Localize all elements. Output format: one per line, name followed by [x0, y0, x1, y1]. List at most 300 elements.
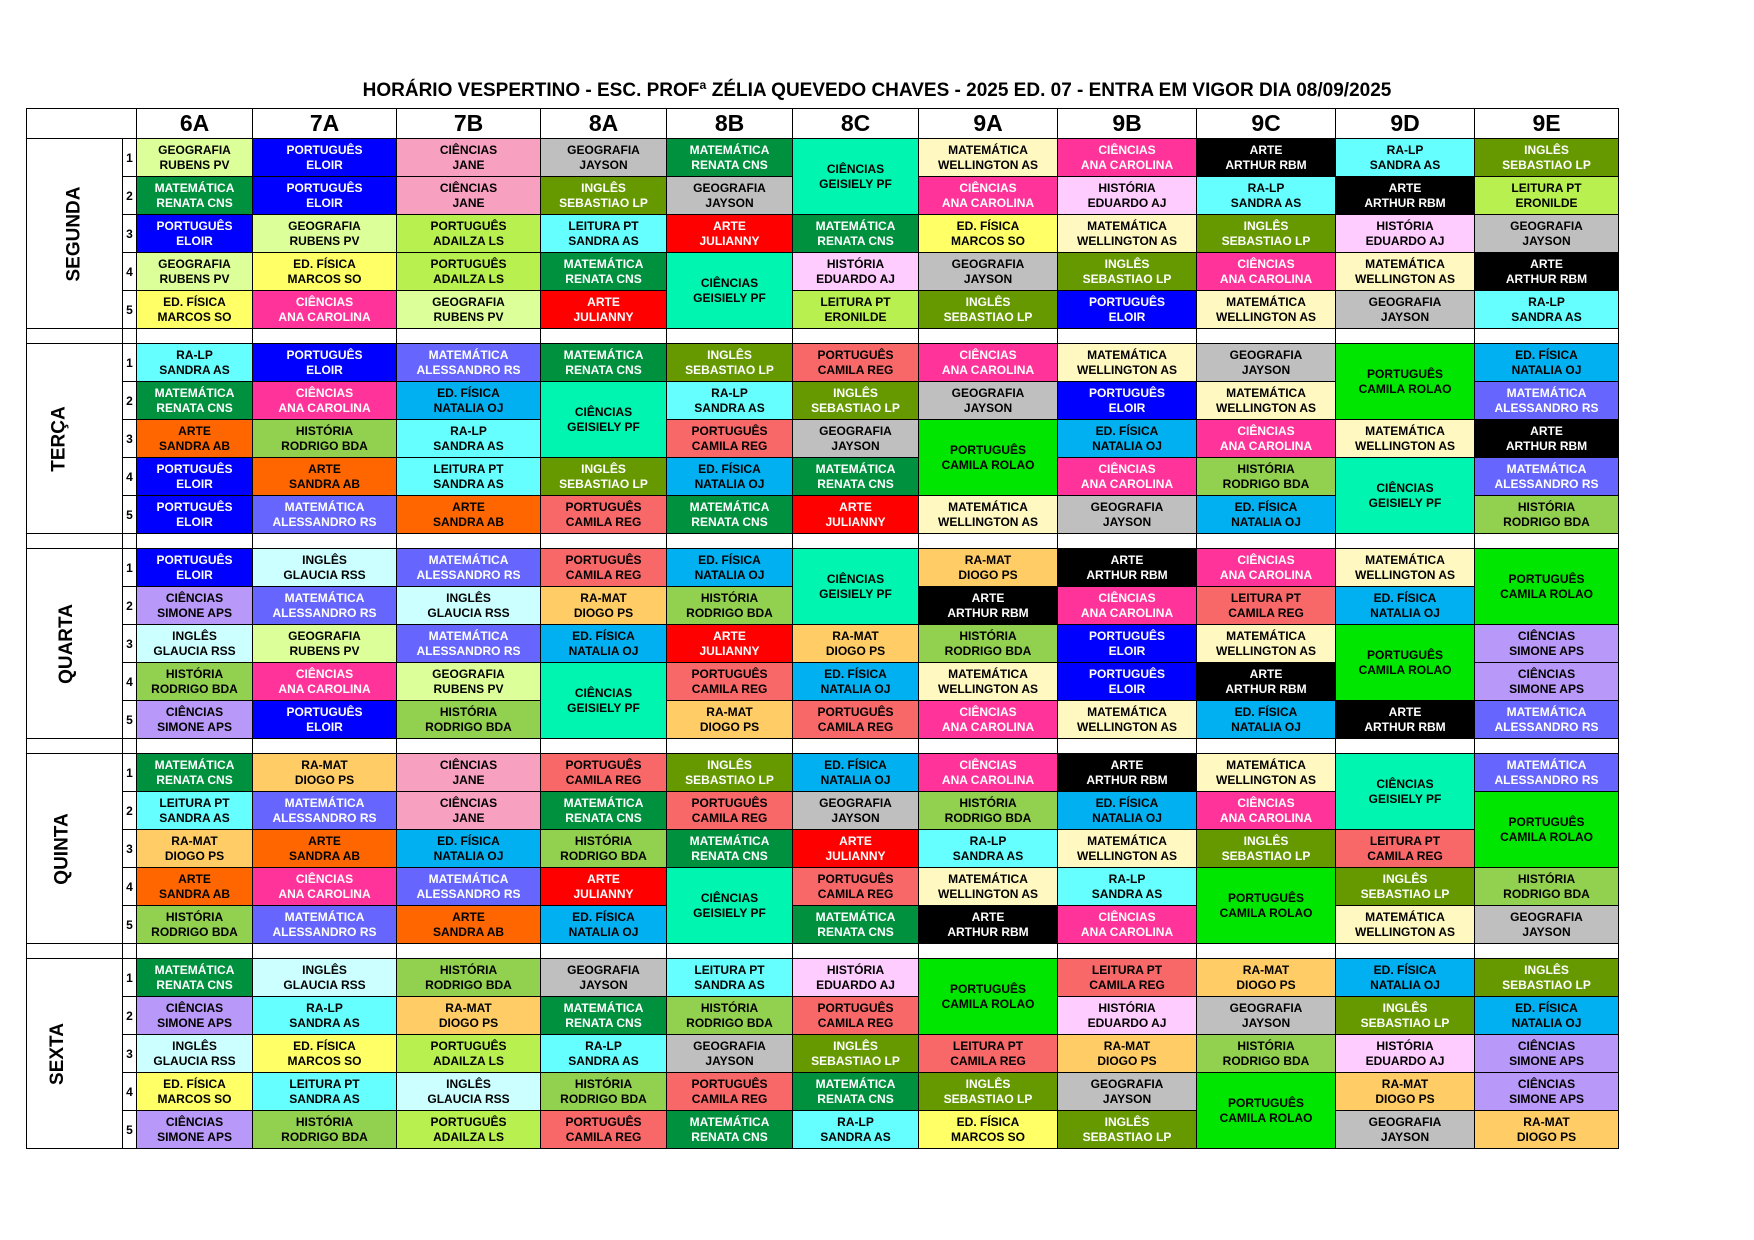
subject-name: PORTUGUÊS	[817, 347, 894, 362]
subject-name: RA-LP	[1247, 180, 1285, 195]
period-number: 2	[123, 382, 137, 420]
teacher-name: JANE	[452, 195, 485, 210]
subject-name: RA-MAT	[1523, 1114, 1570, 1129]
teacher-name: RENATA CNS	[565, 362, 642, 377]
teacher-name: GEISIELY PF	[819, 176, 892, 191]
teacher-name: JULIANNY	[825, 848, 886, 863]
subject-name: ED. FÍSICA	[956, 218, 1020, 233]
lesson-cell-7b	[397, 139, 541, 177]
subject-name: PORTUGUÊS	[1228, 890, 1305, 905]
lesson-cell-7b	[397, 344, 541, 382]
lesson-cell-7a	[253, 420, 397, 458]
lesson-cell-9c	[1197, 754, 1336, 792]
subject-name: HISTÓRIA	[1376, 1038, 1434, 1053]
lesson-cell-7a	[253, 663, 397, 701]
teacher-name: RENATA CNS	[156, 772, 233, 787]
subject-name: GEOGRAFIA	[1510, 218, 1583, 233]
teacher-name: JANE	[452, 772, 485, 787]
subject-name: HISTÓRIA	[574, 833, 633, 848]
lesson-cell-8c	[793, 253, 919, 291]
lesson-cell-9d	[1336, 215, 1475, 253]
period-number: 3	[123, 420, 137, 458]
subject-name: GEOGRAFIA	[158, 142, 231, 157]
subject-name: PORTUGUÊS	[950, 442, 1027, 457]
class-header-7A: 7A	[253, 109, 397, 139]
teacher-name: RENATA CNS	[565, 271, 642, 286]
lesson-cell-8a	[541, 1035, 667, 1073]
teacher-name: SANDRA AS	[1091, 886, 1163, 901]
teacher-name: CAMILA ROLAO	[1219, 905, 1313, 920]
lesson-cell-9b	[1058, 663, 1197, 701]
subject-name: GEOGRAFIA	[951, 385, 1025, 400]
subject-name: CIÊNCIAS	[574, 685, 633, 700]
subject-name: HISTÓRIA	[1098, 1000, 1156, 1015]
teacher-name: JAYSON	[579, 157, 628, 172]
teacher-name: ANA CAROLINA	[1219, 567, 1313, 582]
period-number: 2	[123, 997, 137, 1035]
separator-cell	[919, 534, 1058, 549]
subject-name: MATEMÁTICA	[1506, 704, 1587, 719]
lesson-cell-9e	[1475, 177, 1619, 215]
lesson-cell-8a	[541, 792, 667, 830]
period-row	[27, 701, 1619, 739]
lesson-cell-9e	[1475, 1111, 1619, 1149]
lesson-cell-7b	[397, 1111, 541, 1149]
teacher-name: DIOGO PS	[164, 848, 225, 863]
subject-name: PORTUGUÊS	[565, 552, 642, 567]
lesson-cell-9b	[1058, 177, 1197, 215]
teacher-name: CAMILA REG	[1228, 605, 1304, 620]
subject-name: INGLÊS	[1243, 218, 1289, 233]
separator-cell	[123, 739, 137, 754]
subject-name: INGLÊS	[581, 180, 626, 195]
lesson-cell-7b	[397, 701, 541, 739]
lesson-cell-9a	[919, 549, 1058, 587]
lesson-cell-9e	[1475, 906, 1619, 944]
lesson-cell-8c	[793, 997, 919, 1035]
subject-name: PORTUGUÊS	[156, 218, 233, 233]
subject-name: MATEMÁTICA	[284, 795, 365, 810]
lesson-cell-9c	[1197, 458, 1336, 496]
subject-name: GEOGRAFIA	[693, 180, 766, 195]
teacher-name: ELOIR	[306, 157, 343, 172]
lesson-cell-9b	[1058, 382, 1197, 420]
lesson-cell-9a	[919, 496, 1058, 534]
teacher-name: EDUARDO AJ	[1365, 233, 1445, 248]
lesson-cell-8b	[667, 549, 793, 587]
lesson-cell-8a	[541, 868, 667, 906]
subject-name: GEOGRAFIA	[1368, 1114, 1442, 1129]
lesson-cell-8b	[667, 344, 793, 382]
teacher-name: ADAILZA LS	[433, 271, 504, 286]
header-corner	[27, 109, 137, 139]
period-number: 1	[123, 344, 137, 382]
teacher-name: ELOIR	[1108, 400, 1146, 415]
subject-name: PORTUGUÊS	[430, 256, 507, 271]
lesson-cell-9b	[1058, 420, 1197, 458]
teacher-name: RENATA CNS	[565, 810, 642, 825]
subject-name: GEOGRAFIA	[567, 962, 640, 977]
teacher-name: ANA CAROLINA	[941, 772, 1035, 787]
subject-name: CIÊNCIAS	[700, 890, 759, 905]
lesson-cell-9e	[1475, 663, 1619, 701]
subject-name: RA-MAT	[832, 628, 879, 643]
teacher-name: CAMILA REG	[565, 1129, 642, 1144]
teacher-name: NATALIA OJ	[820, 681, 891, 696]
period-row	[27, 344, 1619, 382]
lesson-cell-8c	[793, 906, 919, 944]
subject-name: PORTUGUÊS	[691, 795, 768, 810]
period-number: 4	[123, 663, 137, 701]
lesson-cell-8a	[541, 549, 667, 587]
separator-cell	[253, 944, 397, 959]
teacher-name: ELOIR	[176, 233, 213, 248]
teacher-name: JAYSON	[1522, 924, 1571, 939]
lesson-cell-9a	[919, 344, 1058, 382]
lesson-cell-9e	[1475, 1073, 1619, 1111]
lesson-cell-8c	[793, 420, 919, 458]
subject-name: CIÊNCIAS	[1098, 142, 1156, 157]
teacher-name: SANDRA AS	[433, 438, 504, 453]
subject-name: ED. FÍSICA	[698, 461, 761, 476]
teacher-name: NATALIA OJ	[433, 848, 504, 863]
subject-name: ARTE	[1530, 256, 1563, 271]
teacher-name: DIOGO PS	[438, 1015, 499, 1030]
teacher-name: WELLINGTON AS	[1216, 643, 1317, 658]
subject-name: CIÊNCIAS	[1237, 552, 1295, 567]
lesson-cell-8b	[667, 1073, 793, 1111]
subject-name: PORTUGUÊS	[691, 423, 768, 438]
teacher-name: CAMILA REG	[691, 1091, 768, 1106]
teacher-name: SEBASTIAO LP	[559, 476, 648, 491]
subject-name: GEOGRAFIA	[288, 628, 361, 643]
subject-name: PORTUGUÊS	[286, 180, 363, 195]
subject-name: ARTE	[1388, 180, 1422, 195]
period-number: 1	[123, 754, 137, 792]
lesson-cell-9d	[1336, 139, 1475, 177]
teacher-name: RODRIGO BDA	[425, 719, 512, 734]
subject-name: MATEMÁTICA	[1365, 256, 1445, 271]
subject-name: ARTE	[587, 871, 620, 886]
subject-name: GEOGRAFIA	[819, 423, 892, 438]
subject-name: RA-LP	[176, 347, 213, 362]
day-label-text: QUARTA	[55, 603, 77, 684]
teacher-name: ALESSANDRO RS	[272, 514, 377, 529]
lesson-cell-6a	[137, 625, 253, 663]
subject-name: INGLÊS	[833, 1038, 878, 1053]
lesson-cell-7a	[253, 1111, 397, 1149]
class-header-9A: 9A	[919, 109, 1058, 139]
lesson-cell-6a	[137, 1111, 253, 1149]
schedule-table	[26, 108, 1619, 1149]
subject-name: PORTUGUÊS	[430, 1038, 507, 1053]
teacher-name: ALESSANDRO RS	[1494, 476, 1599, 491]
lesson-cell-8a	[541, 906, 667, 944]
subject-name: LEITURA PT	[433, 461, 504, 476]
subject-name: LEITURA PT	[159, 795, 230, 810]
day-label-text: SEGUNDA	[63, 185, 85, 282]
separator-cell	[1197, 739, 1336, 754]
lesson-cell-9e	[1475, 792, 1619, 868]
teacher-name: ELOIR	[176, 476, 213, 491]
separator-cell	[397, 944, 541, 959]
lesson-cell-9d	[1336, 754, 1475, 830]
lesson-cell-8b	[667, 959, 793, 997]
teacher-name: NATALIA OJ	[1511, 362, 1582, 377]
subject-name: LEITURA PT	[694, 962, 765, 977]
lesson-cell-9d	[1336, 344, 1475, 420]
subject-name: CIÊNCIAS	[1517, 1076, 1576, 1091]
teacher-name: SEBASTIAO LP	[1360, 1015, 1450, 1030]
teacher-name: ALESSANDRO RS	[272, 924, 377, 939]
lesson-cell-8c	[793, 792, 919, 830]
subject-name: CIÊNCIAS	[165, 1000, 224, 1015]
teacher-name: ERONILDE	[824, 309, 887, 324]
subject-name: CIÊNCIAS	[295, 294, 354, 309]
lesson-cell-9a	[919, 868, 1058, 906]
lesson-cell-8c	[793, 701, 919, 739]
subject-name: ARTE	[713, 218, 746, 233]
lesson-cell-6a	[137, 496, 253, 534]
subject-name: RA-LP	[1528, 294, 1565, 309]
teacher-name: SEBASTIAO LP	[811, 400, 900, 415]
lesson-cell-9b	[1058, 253, 1197, 291]
teacher-name: RODRIGO BDA	[151, 924, 238, 939]
teacher-name: SANDRA AB	[158, 886, 231, 901]
subject-name: GEOGRAFIA	[432, 666, 505, 681]
subject-name: MATEMÁTICA	[428, 871, 509, 886]
lesson-cell-9b	[1058, 1035, 1197, 1073]
subject-name: LEITURA PT	[820, 294, 891, 309]
teacher-name: RENATA CNS	[691, 1129, 768, 1144]
teacher-name: SANDRA AB	[288, 476, 361, 491]
subject-name: CIÊNCIAS	[1376, 776, 1434, 791]
subject-name: GEOGRAFIA	[567, 142, 640, 157]
subject-name: CIÊNCIAS	[1517, 666, 1576, 681]
subject-name: ARTE	[178, 871, 211, 886]
subject-name: ED. FÍSICA	[163, 294, 226, 309]
separator-cell	[137, 329, 253, 344]
teacher-name: CAMILA ROLAO	[941, 996, 1035, 1011]
lesson-cell-9a	[919, 701, 1058, 739]
subject-name: HISTÓRIA	[1237, 461, 1295, 476]
subject-name: MATEMÁTICA	[1087, 833, 1167, 848]
subject-name: MATEMÁTICA	[1226, 757, 1306, 772]
lesson-cell-7a	[253, 1073, 397, 1111]
day-label-text: QUINTA	[51, 812, 73, 885]
teacher-name: ANA CAROLINA	[1219, 810, 1313, 825]
lesson-cell-9c	[1197, 177, 1336, 215]
teacher-name: ARTHUR RBM	[1364, 719, 1446, 734]
teacher-name: SANDRA AS	[1230, 195, 1302, 210]
teacher-name: JULIANNY	[699, 643, 760, 658]
lesson-cell-9c	[1197, 1035, 1336, 1073]
subject-name: CIÊNCIAS	[700, 275, 759, 290]
teacher-name: NATALIA OJ	[694, 567, 765, 582]
lesson-cell-9b	[1058, 1073, 1197, 1111]
subject-name: MATEMÁTICA	[428, 552, 509, 567]
subject-name: MATEMÁTICA	[1365, 909, 1445, 924]
separator-cell	[27, 739, 123, 754]
teacher-name: NATALIA OJ	[1511, 1015, 1582, 1030]
teacher-name: CAMILA REG	[1367, 848, 1443, 863]
teacher-name: SANDRA AS	[820, 1129, 891, 1144]
subject-name: RA-MAT	[1103, 1038, 1151, 1053]
teacher-name: RODRIGO BDA	[1222, 476, 1310, 491]
separator-cell	[1336, 739, 1475, 754]
lesson-cell-8c	[793, 1035, 919, 1073]
class-header-9E: 9E	[1475, 109, 1619, 139]
lesson-cell-8a	[541, 959, 667, 997]
teacher-name: NATALIA OJ	[820, 772, 891, 787]
lesson-cell-6a	[137, 1035, 253, 1073]
teacher-name: JAYSON	[1522, 233, 1571, 248]
subject-name: MATEMÁTICA	[689, 142, 770, 157]
subject-name: MATEMÁTICA	[563, 347, 644, 362]
lesson-cell-7b	[397, 792, 541, 830]
subject-name: PORTUGUÊS	[286, 347, 363, 362]
lesson-cell-6a	[137, 215, 253, 253]
lesson-cell-8c	[793, 549, 919, 625]
lesson-cell-7a	[253, 215, 397, 253]
period-row	[27, 1073, 1619, 1111]
teacher-name: GEISIELY PF	[567, 419, 640, 434]
lesson-cell-9d	[1336, 177, 1475, 215]
teacher-name: WELLINGTON AS	[1216, 400, 1317, 415]
subject-name: HISTÓRIA	[439, 704, 498, 719]
subject-name: GEOGRAFIA	[693, 1038, 766, 1053]
lesson-cell-9d	[1336, 997, 1475, 1035]
lesson-cell-9d	[1336, 1035, 1475, 1073]
subject-name: ED. FÍSICA	[698, 552, 761, 567]
lesson-cell-9b	[1058, 1111, 1197, 1149]
subject-name: INGLÊS	[965, 294, 1011, 309]
separator-cell	[919, 944, 1058, 959]
teacher-name: ANA CAROLINA	[941, 195, 1035, 210]
lesson-cell-8a	[541, 587, 667, 625]
subject-name: ED. FÍSICA	[824, 666, 887, 681]
lesson-cell-9b	[1058, 906, 1197, 944]
period-row	[27, 458, 1619, 496]
subject-name: HISTÓRIA	[1517, 871, 1576, 886]
subject-name: CIÊNCIAS	[1517, 1038, 1576, 1053]
subject-name: INGLÊS	[965, 1076, 1011, 1091]
subject-name: GEOGRAFIA	[288, 218, 361, 233]
teacher-name: CAMILA REG	[817, 1015, 894, 1030]
teacher-name: GEISIELY PF	[567, 700, 640, 715]
teacher-name: SIMONE APS	[157, 1015, 232, 1030]
teacher-name: ANA CAROLINA	[1080, 157, 1174, 172]
teacher-name: CAMILA REG	[565, 514, 642, 529]
teacher-name: ANA CAROLINA	[278, 681, 371, 696]
lesson-cell-9c	[1197, 420, 1336, 458]
lesson-cell-9c	[1197, 625, 1336, 663]
teacher-name: MARCOS SO	[157, 1091, 232, 1106]
subject-name: MATEMÁTICA	[815, 218, 896, 233]
subject-name: MATEMÁTICA	[284, 590, 365, 605]
teacher-name: SANDRA AS	[1511, 309, 1582, 324]
separator-cell	[793, 944, 919, 959]
lesson-cell-8a	[541, 177, 667, 215]
lesson-cell-9c	[1197, 549, 1336, 587]
period-number: 4	[123, 253, 137, 291]
subject-name: LEITURA PT	[1511, 180, 1582, 195]
teacher-name: ALESSANDRO RS	[1494, 400, 1599, 415]
lesson-cell-7b	[397, 382, 541, 420]
lesson-cell-6a	[137, 177, 253, 215]
subject-name: MATEMÁTICA	[815, 461, 896, 476]
lesson-cell-8b	[667, 382, 793, 420]
period-number: 1	[123, 139, 137, 177]
teacher-name: SIMONE APS	[1509, 1091, 1584, 1106]
lesson-cell-9c	[1197, 792, 1336, 830]
lesson-cell-7b	[397, 830, 541, 868]
period-row	[27, 1111, 1619, 1149]
teacher-name: ALESSANDRO RS	[272, 810, 377, 825]
teacher-name: SIMONE APS	[157, 719, 232, 734]
teacher-name: GEISIELY PF	[693, 905, 766, 920]
teacher-name: RENATA CNS	[691, 514, 768, 529]
day-label	[27, 549, 123, 739]
subject-name: RA-LP	[837, 1114, 874, 1129]
subject-name: HISTÓRIA	[1376, 218, 1434, 233]
period-number: 4	[123, 458, 137, 496]
subject-name: ARTE	[587, 294, 620, 309]
subject-name: CIÊNCIAS	[1517, 628, 1576, 643]
lesson-cell-8c	[793, 625, 919, 663]
subject-name: PORTUGUÊS	[565, 1114, 642, 1129]
subject-name: INGLÊS	[1524, 142, 1569, 157]
subject-name: RA-MAT	[1242, 962, 1290, 977]
teacher-name: ELOIR	[176, 514, 213, 529]
subject-name: LEITURA PT	[1091, 962, 1163, 977]
teacher-name: RUBENS PV	[159, 271, 230, 286]
period-row	[27, 830, 1619, 868]
subject-name: CIÊNCIAS	[439, 180, 498, 195]
teacher-name: WELLINGTON AS	[1216, 309, 1317, 324]
subject-name: HISTÓRIA	[826, 256, 885, 271]
subject-name: PORTUGUÊS	[156, 461, 233, 476]
teacher-name: NATALIA OJ	[694, 476, 765, 491]
separator-cell	[123, 944, 137, 959]
separator-cell	[1336, 944, 1475, 959]
teacher-name: SANDRA AS	[568, 1053, 639, 1068]
separator-cell	[253, 329, 397, 344]
teacher-name: CAMILA REG	[1089, 977, 1165, 992]
lesson-cell-9c	[1197, 496, 1336, 534]
separator-cell	[27, 944, 123, 959]
lesson-cell-9d	[1336, 959, 1475, 997]
teacher-name: MARCOS SO	[951, 233, 1026, 248]
separator-cell	[541, 944, 667, 959]
subject-name: HISTÓRIA	[295, 1114, 354, 1129]
subject-name: ARTE	[839, 833, 872, 848]
lesson-cell-7a	[253, 458, 397, 496]
subject-name: ED. FÍSICA	[572, 909, 635, 924]
period-number: 3	[123, 830, 137, 868]
lesson-cell-7b	[397, 997, 541, 1035]
subject-name: MATEMÁTICA	[154, 180, 235, 195]
lesson-cell-9d	[1336, 1073, 1475, 1111]
lesson-cell-7a	[253, 382, 397, 420]
subject-name: MATEMÁTICA	[563, 1000, 644, 1015]
subject-name: MATEMÁTICA	[154, 757, 235, 772]
teacher-name: SANDRA AS	[568, 233, 639, 248]
separator-cell	[1336, 534, 1475, 549]
lesson-cell-7b	[397, 587, 541, 625]
teacher-name: RENATA CNS	[156, 195, 233, 210]
subject-name: CIÊNCIAS	[1098, 590, 1156, 605]
